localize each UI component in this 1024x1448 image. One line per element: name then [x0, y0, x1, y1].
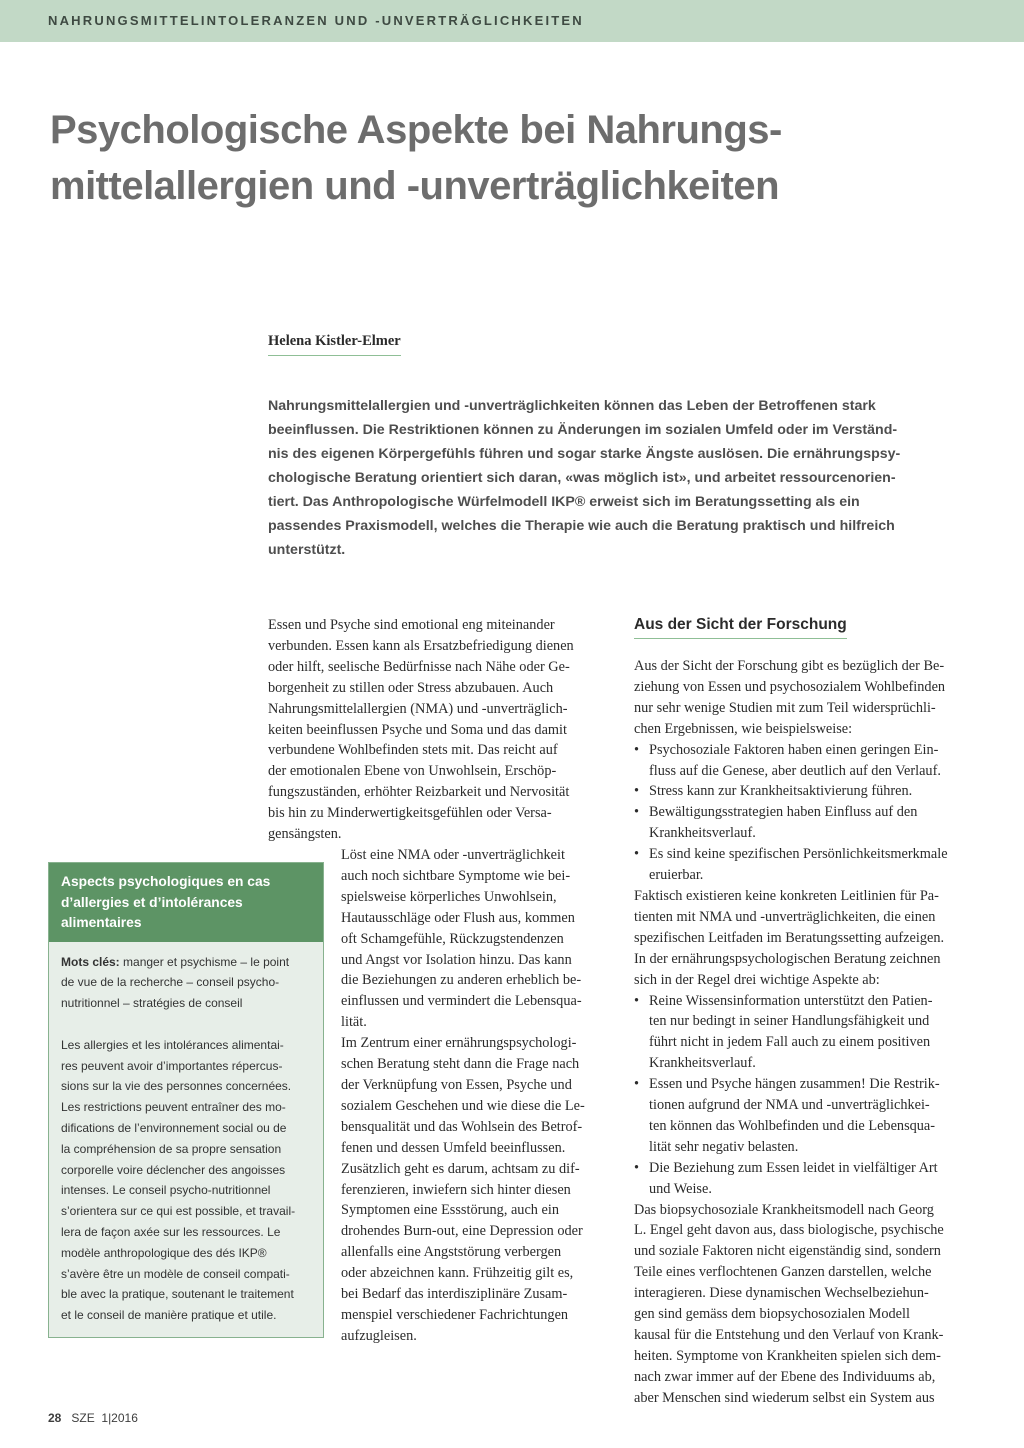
summary-title-line: Aspects psychologiques en cas [61, 874, 271, 889]
bullet-line: • Die Beziehung zum Essen leidet in vielfältiger Art [649, 1159, 938, 1176]
abstract-line: chologische Beratung orientiert sich daran, «was möglich ist», und arbeitet ressourcenorien- [268, 470, 896, 486]
bullet-line: und Weise. [649, 1180, 712, 1197]
body-line: Symptomen eine Essstörung, auch ein [341, 1202, 559, 1219]
author-name: Helena Kistler-Elmer [268, 333, 401, 356]
body-line: interagieren. Diese dynamischen Wechselbeziehun- [634, 1285, 929, 1302]
body-line: Das biopsychosoziale Krankheitsmodell nach Georg [634, 1201, 934, 1218]
body-line: Teile eines verflochtenen Ganzen darstellen, welche [634, 1264, 932, 1281]
body-line: oder abzeichnen kann. Frühzeitig gilt es, [341, 1265, 574, 1282]
summary-line: s’orientera sur ce qui est possible, et travail- [61, 1204, 296, 1219]
header-band [0, 0, 1024, 42]
summary-line: intenses. Le conseil psycho-nutritionnel [61, 1183, 271, 1198]
bullet-item [634, 1074, 976, 1158]
body-line: einflussen und vermindert die Lebensqua- [341, 993, 582, 1010]
french-summary-box [48, 862, 324, 1338]
body-line: ziehung von Essen und psychosozialem Wohlbefinden [634, 678, 946, 695]
summary-title-line: alimentaires [61, 915, 142, 930]
abstract [268, 394, 968, 562]
body-line: In der ernährungspsychologischen Beratung zeichnen [634, 950, 941, 967]
bullet-line: • Es sind keine spezifischen Persönlichkeitsmerkmale [649, 846, 948, 863]
section-label: NAHRUNGSMITTELINTOLERANZEN UND -UNVERTRÄGLICHKEITEN [48, 13, 584, 28]
summary-line: Les restrictions peuvent entraîner des mo- [61, 1100, 286, 1115]
body-line: lität. [341, 1014, 367, 1031]
body-line: oder hilft, seelische Bedürfnisse nach Nähe oder Ge- [268, 658, 570, 675]
body-line: Essen und Psyche sind emotional eng miteinander [268, 617, 555, 633]
body-line: die Beziehungen zu anderen erheblich be- [341, 972, 582, 989]
body-line: nur sehr wenige Studien mit zum Teil widersprüchli- [634, 699, 936, 716]
bullet-line: • Essen und Psyche hängen zusammen! Die Restrik- [649, 1076, 940, 1093]
summary-line: difications de l’environnement social ou de [61, 1121, 287, 1136]
keywords-label: Mots clés: [61, 954, 120, 969]
keywords-line: nutritionnel – stratégies de conseil [61, 996, 243, 1011]
summary-line: modèle anthropologique des dés IKP® [61, 1245, 267, 1260]
abstract-line: beeinflussen. Die Restriktionen können zu Änderungen im sozialen Umfeld oder im Verständ- [268, 422, 898, 438]
bullet-line: ten können das Wohlbefinden und die Lebensqua- [649, 1117, 936, 1134]
bullet-item [634, 740, 976, 782]
keywords-text: manger et psychisme – le point [119, 954, 290, 969]
title-line: mittelallergien und -unverträglichkeiten [50, 164, 780, 208]
body-line: der Verknüpfung von Essen, Psyche und [341, 1076, 572, 1093]
body-line: keiten beeinflussen Psyche und Soma und das damit [268, 721, 567, 738]
summary-box-title [49, 863, 323, 942]
summary-line: ble avec la pratique, soutenant le traitement [61, 1287, 294, 1302]
summary-line: corporelle voire déclencher des angoisses [61, 1162, 286, 1177]
journal-issue: 1|2016 [101, 1411, 138, 1425]
body-line: aufzugleisen. [341, 1327, 417, 1344]
bullet-line: • Bewältigungsstrategien haben Einfluss auf den [649, 804, 918, 821]
body-line: und soziale Faktoren nicht eigenständig sind, sondern [634, 1243, 941, 1260]
body-line: Zusätzlich geht es darum, achtsam zu dif- [341, 1160, 580, 1177]
abstract-line: passendes Praxismodell, welches die Therapie wie auch die Beratung praktisch und hilfreich [268, 518, 895, 534]
body-line: heiten. Symptome von Krankheiten spielen sich dem- [634, 1347, 941, 1364]
body-line: der emotionalen Ebene von Unwohlsein, Erschöp- [268, 763, 557, 780]
body-line: gensängsten. [268, 826, 342, 843]
body-line: und Angst vor Isolation hinzu. Das kann [341, 951, 572, 968]
page-number: 28 [48, 1411, 62, 1425]
bullet-item [634, 802, 976, 844]
summary-line: et le conseil de manière pratique et utile. [61, 1308, 277, 1323]
body-line: ferenzieren, inwiefern sich hinter diesen [341, 1181, 571, 1198]
summary-box-body [49, 942, 323, 1327]
body-line: gen sind gemäss dem biopsychosozialen Modell [634, 1306, 910, 1323]
body-line: schen Beratung steht dann die Frage nach [341, 1056, 580, 1073]
abstract-line: tiert. Das Anthropologische Würfelmodell IKP® erweist sich im Beratungssetting als ein [268, 494, 860, 510]
body-line: allenfalls eine Angststörung verbergen [341, 1244, 562, 1261]
body-column-2 [634, 656, 976, 1409]
body-line: tienten mit NMA und -unverträglichkeiten, die einen [634, 908, 936, 925]
body-line: Hautausschläge oder Flush aus, kommen [341, 909, 575, 926]
body-line: menspiel verschiedener Fachrichtungen [341, 1306, 569, 1323]
body-line: spielsweise körperliches Unwohlsein, [341, 888, 557, 905]
body-line: fungszuständen, erhöhter Reizbarkeit und Nervosität [268, 784, 570, 801]
body-line: fenen und dessen Umfeld beeinflussen. [341, 1139, 566, 1156]
summary-title-line: d’allergies et d’intolérances [61, 894, 243, 910]
body-line: spezifischen Leitfaden im Beratungssetting aufzeigen. [634, 929, 945, 946]
section-heading: Aus der Sicht der Forschung [634, 616, 847, 639]
bullet-line: • Psychosoziale Faktoren haben einen geringen Ein- [649, 741, 939, 758]
body-line: verbunden. Essen kann als Ersatzbefriedigung dienen [268, 637, 574, 654]
summary-line: s’avère être un modèle de conseil compati- [61, 1266, 290, 1281]
body-line: Nahrungsmittelallergien (NMA) und -unverträglich- [268, 700, 568, 717]
body-line: sozialem Geschehen und wie diese die Le- [341, 1097, 585, 1114]
bullet-line: führt nicht in jedem Fall auch zu einem positiven [649, 1034, 931, 1051]
body-line: chen Ergebnissen, wie beispielsweise: [634, 720, 853, 737]
summary-line: la compréhension de sa propre sensation [61, 1141, 282, 1156]
journal-name: SZE [71, 1411, 95, 1425]
page-footer [48, 1411, 138, 1425]
body-column-1-bottom [341, 845, 613, 1347]
body-line: bensqualität und das Wohlsein des Betrof- [341, 1118, 583, 1135]
keywords-line [61, 952, 311, 973]
bullet-line: ten nur bedingt in seiner Handlungsfähigkeit und [649, 1013, 930, 1030]
article-title [50, 102, 990, 214]
body-line: auch noch sichtbare Symptome wie bei- [341, 867, 571, 884]
bullet-line: tionen aufgrund der NMA und -unverträglichkei- [649, 1097, 930, 1114]
bullet-item [634, 781, 976, 802]
abstract-line: Nahrungsmittelallergien und -unverträglichkeiten können das Leben der Betroffenen stark [268, 398, 876, 414]
body-line: Im Zentrum einer ernährungspsychologi- [341, 1035, 577, 1052]
body-line: bei Bedarf das interdisziplinäre Zusam- [341, 1286, 568, 1303]
bullet-item [634, 1158, 976, 1200]
summary-line: lera de façon axée sur les ressources. Le [61, 1225, 281, 1240]
body-line: borgenheit zu stillen oder Stress abzubauen. Auch [268, 679, 554, 696]
body-line: bis hin zu Minderwertigkeitsgefühlen oder Versa- [268, 805, 552, 822]
body-line: Aus der Sicht der Forschung gibt es bezüglich der Be- [634, 658, 945, 674]
keywords-line: de vue de la recherche – conseil psycho- [61, 975, 280, 990]
body-line: nach zwar immer auf der Ebene des Individuums ab, [634, 1368, 936, 1385]
bullet-line: lität sehr negativ belasten. [649, 1138, 799, 1155]
body-line: kausal für die Entstehung und den Verlauf von Krank- [634, 1327, 944, 1343]
body-line: L. Engel geht davon aus, dass biologische, psychische [634, 1222, 944, 1239]
bullet-line: eruierbar. [649, 867, 704, 884]
body-line: Faktisch existieren keine konkreten Leitlinien für Pa- [634, 887, 939, 904]
summary-line: sions sur la vie des personnes concernées. [61, 1079, 292, 1094]
abstract-line: unterstützt. [268, 542, 346, 558]
summary-line: res peuvent avoir d’importantes répercus- [61, 1058, 283, 1073]
bullet-item [634, 844, 976, 886]
bullet-line: fluss auf die Genese, aber deutlich auf den Verlauf. [649, 762, 941, 779]
abstract-line: nis des eigenen Körpergefühls führen und sogar starke Ängste auslösen. Die ernährungspsy- [268, 446, 901, 462]
body-line: Löst eine NMA oder -unverträglichkeit [341, 847, 565, 863]
bullet-line: • Reine Wissensinformation unterstützt den Patien- [649, 992, 933, 1009]
body-line: oft Schamgefühle, Rückzugstendenzen [341, 930, 564, 947]
body-line: aber Menschen sind wiederum selbst ein System aus [634, 1389, 935, 1406]
bullet-line: Krankheitsverlauf. [649, 825, 756, 842]
body-column-1-top [268, 615, 613, 845]
title-line: Psychologische Aspekte bei Nahrungs- [50, 108, 782, 152]
body-line: verbundene Wohlbefinden stets mit. Das reicht auf [268, 742, 558, 759]
bullet-line: Krankheitsverlauf. [649, 1055, 756, 1072]
body-line: sich in der Regel drei wichtige Aspekte ab: [634, 971, 880, 988]
bullet-item [634, 991, 976, 1075]
bullet-line: • Stress kann zur Krankheitsaktivierung führen. [649, 783, 913, 800]
body-line: drohendes Burn-out, eine Depression oder [341, 1223, 583, 1240]
summary-line: Les allergies et les intolérances alimentai- [61, 1037, 284, 1052]
